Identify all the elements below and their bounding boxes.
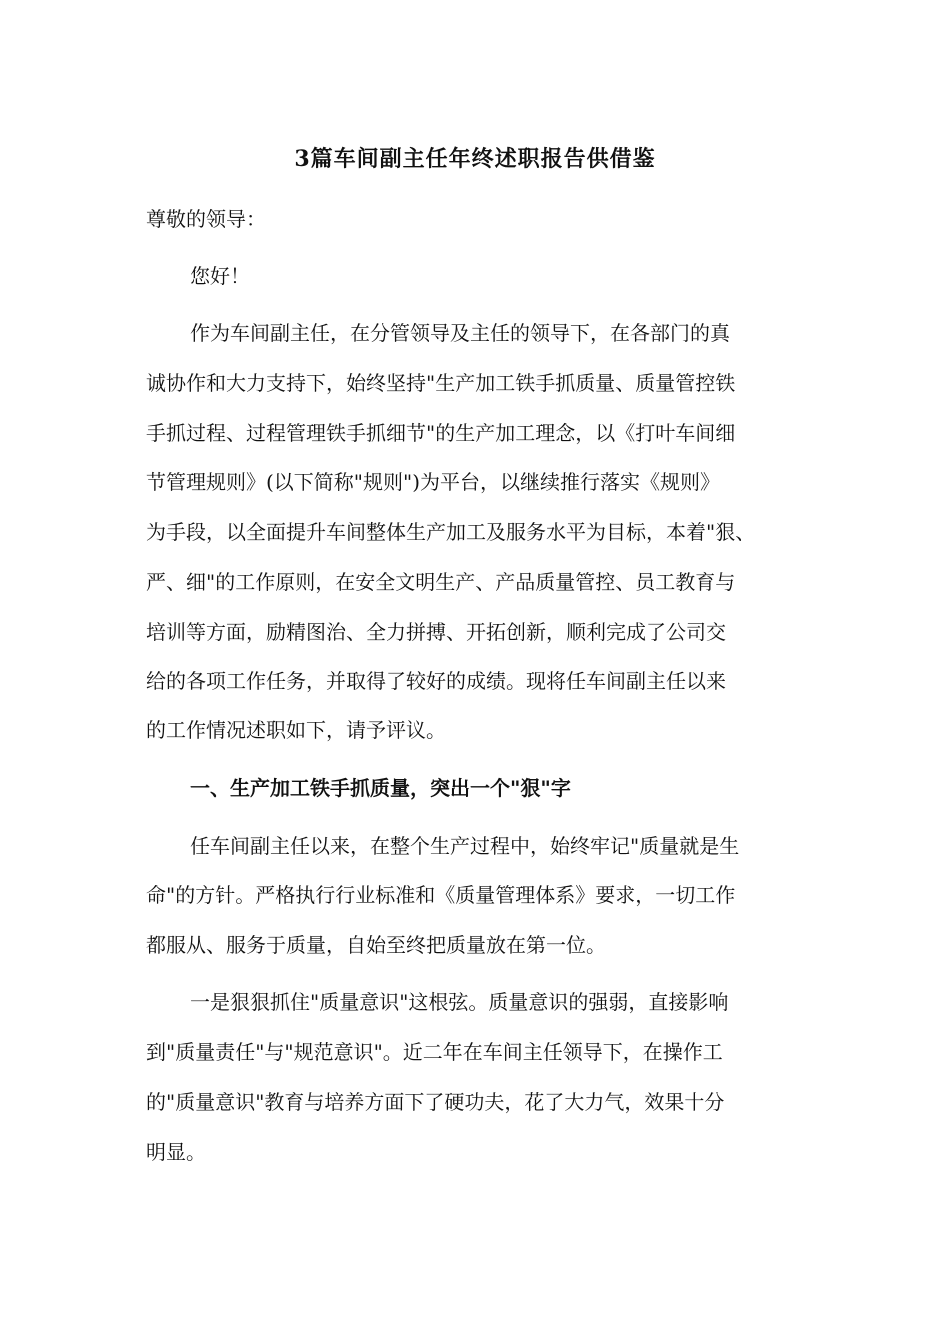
paragraph-line: 任车间副主任以来，在整个生产过程中，始终牢记"质量就是生 xyxy=(190,834,740,858)
paragraph-line: 命"的方针。严格执行行业标准和《质量管理体系》要求，一切工作 xyxy=(146,883,736,907)
paragraph-line: 为手段，以全面提升车间整体生产加工及服务水平为目标，本着"狠、 xyxy=(146,520,756,544)
document-title: 3篇车间副主任年终述职报告供借鉴 xyxy=(294,146,656,172)
paragraph-line: 培训等方面，励精图治、全力拼搏、开拓创新，顺利完成了公司交 xyxy=(146,620,726,644)
greeting: 您好！ xyxy=(190,264,250,288)
paragraph-line: 的工作情况述职如下，请予评议。 xyxy=(146,718,446,742)
paragraph-line: 作为车间副主任，在分管领导及主任的领导下，在各部门的真 xyxy=(190,321,730,345)
paragraph-line: 节管理规则》(以下简称"规则")为平台，以继续推行落实《规则》 xyxy=(146,470,721,494)
paragraph-line: 手抓过程、过程管理铁手抓细节"的生产加工理念，以《打叶车间细 xyxy=(146,421,736,445)
paragraph-line: 一是狠狠抓住"质量意识"这根弦。质量意识的强弱，直接影响 xyxy=(190,990,729,1014)
paragraph-line: 的"质量意识"教育与培养方面下了硬功夫，花了大力气，效果十分 xyxy=(146,1090,725,1114)
paragraph-line: 明显。 xyxy=(146,1140,206,1164)
paragraph-line: 给的各项工作任务，并取得了较好的成绩。现将任车间副主任以来 xyxy=(146,669,726,693)
paragraph-line: 都服从、服务于质量，自始至终把质量放在第一位。 xyxy=(146,933,606,957)
paragraph-line: 到"质量责任"与"规范意识"。近二年在车间主任领导下，在操作工 xyxy=(146,1040,723,1064)
paragraph-line: 严、细"的工作原则，在安全文明生产、产品质量管控、员工教育与 xyxy=(146,570,736,594)
paragraph-line: 诚协作和大力支持下，始终坚持"生产加工铁手抓质量、质量管控铁 xyxy=(146,371,736,395)
salutation: 尊敬的领导： xyxy=(146,207,266,231)
section-heading: 一、生产加工铁手抓质量，突出一个"狠"字 xyxy=(190,776,571,800)
